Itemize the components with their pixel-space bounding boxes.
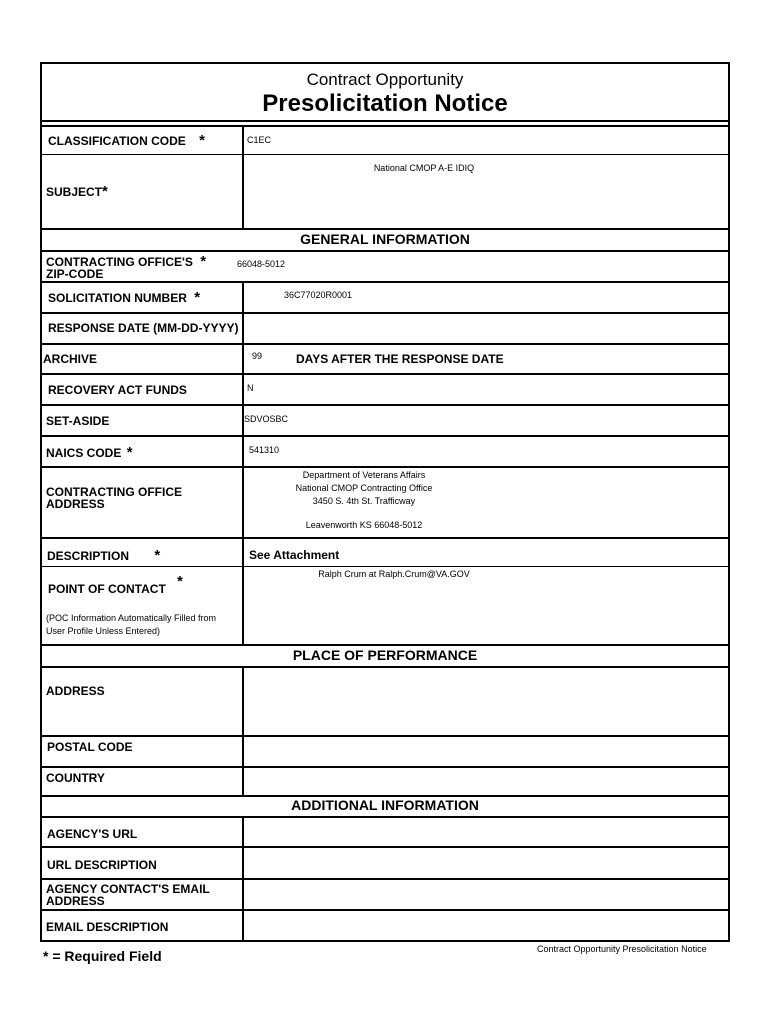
response-date-label: RESPONSE DATE (MM-DD-YYYY) bbox=[48, 321, 239, 335]
email-description-label: EMAIL DESCRIPTION bbox=[46, 920, 169, 934]
classification-code-value[interactable]: C1EC bbox=[247, 135, 272, 145]
set-aside-label: SET-ASIDE bbox=[46, 414, 110, 428]
point-of-contact-value[interactable]: Ralph Crum at Ralph.Crum@VA.GOV bbox=[318, 569, 470, 579]
zip-code-label: CONTRACTING OFFICE'S * ZIP-CODE bbox=[46, 253, 207, 281]
required-marker: * bbox=[102, 183, 108, 200]
agency-email-label: AGENCY CONTACT'S EMAIL ADDRESS bbox=[46, 882, 210, 908]
postal-code-label: POSTAL CODE bbox=[47, 740, 133, 754]
solicitation-number-label: SOLICITATION NUMBER * bbox=[48, 289, 201, 306]
point-of-contact-label: POINT OF CONTACT bbox=[48, 582, 166, 596]
subject-label: SUBJECT* bbox=[46, 183, 108, 200]
subject-value[interactable]: National CMOP A-E IDIQ bbox=[373, 163, 475, 173]
country-label: COUNTRY bbox=[46, 771, 105, 785]
place-address-input[interactable] bbox=[244, 668, 728, 734]
required-marker: * bbox=[199, 132, 205, 149]
office-address-label: CONTRACTING OFFICE ADDRESS bbox=[46, 485, 182, 511]
agency-url-input[interactable] bbox=[244, 818, 728, 845]
url-description-label: URL DESCRIPTION bbox=[47, 858, 157, 872]
poc-note: (POC Information Automatically Filled from User Profile Unless Entered) bbox=[46, 613, 217, 636]
agency-email-input[interactable] bbox=[244, 880, 728, 908]
section-general-information: GENERAL INFORMATION bbox=[300, 231, 470, 247]
description-label: DESCRIPTION * bbox=[47, 547, 161, 564]
agency-url-label: AGENCY'S URL bbox=[47, 827, 138, 841]
form-title: Presolicitation Notice bbox=[262, 90, 508, 117]
required-marker: * bbox=[126, 444, 133, 461]
set-aside-value[interactable]: SDVOSBC bbox=[244, 414, 289, 424]
country-input[interactable] bbox=[244, 768, 728, 794]
recovery-act-value[interactable]: N bbox=[247, 383, 254, 393]
place-address-label: ADDRESS bbox=[46, 684, 105, 698]
zip-code-value[interactable]: 66048-5012 bbox=[237, 259, 286, 269]
required-marker: * bbox=[177, 573, 183, 590]
naics-code-value[interactable]: 541310 bbox=[249, 445, 280, 455]
naics-code-label: NAICS CODE * bbox=[46, 444, 133, 461]
required-marker: * bbox=[200, 253, 207, 270]
archive-label: ARCHIVE bbox=[43, 352, 98, 366]
postal-code-input[interactable] bbox=[244, 737, 728, 765]
section-additional-information: ADDITIONAL INFORMATION bbox=[291, 797, 479, 813]
url-description-input[interactable] bbox=[244, 848, 728, 877]
solicitation-number-value[interactable]: 36C77020R0001 bbox=[284, 290, 353, 300]
section-place-of-performance: PLACE OF PERFORMANCE bbox=[292, 647, 478, 663]
archive-value[interactable]: 99 bbox=[252, 351, 263, 361]
required-marker: * bbox=[154, 547, 161, 564]
recovery-act-label: RECOVERY ACT FUNDS bbox=[48, 383, 187, 397]
office-address-value[interactable]: Department of Veterans Affairs National CMOP Contracting Office 3450 S. 4th St. Trafficway Leavenworth KS 66048-5012 bbox=[295, 470, 433, 530]
required-marker: * bbox=[194, 289, 201, 306]
form-subtitle: Contract Opportunity bbox=[306, 70, 464, 89]
required-field-note: * = Required Field bbox=[43, 948, 162, 964]
archive-suffix: DAYS AFTER THE RESPONSE DATE bbox=[296, 352, 504, 366]
email-description-input[interactable] bbox=[244, 911, 728, 940]
classification-code-label: CLASSIFICATION CODE * bbox=[48, 132, 205, 149]
document-name-footer: Contract Opportunity Presolicitation Notice bbox=[537, 944, 707, 954]
description-value[interactable]: See Attachment bbox=[249, 548, 340, 562]
